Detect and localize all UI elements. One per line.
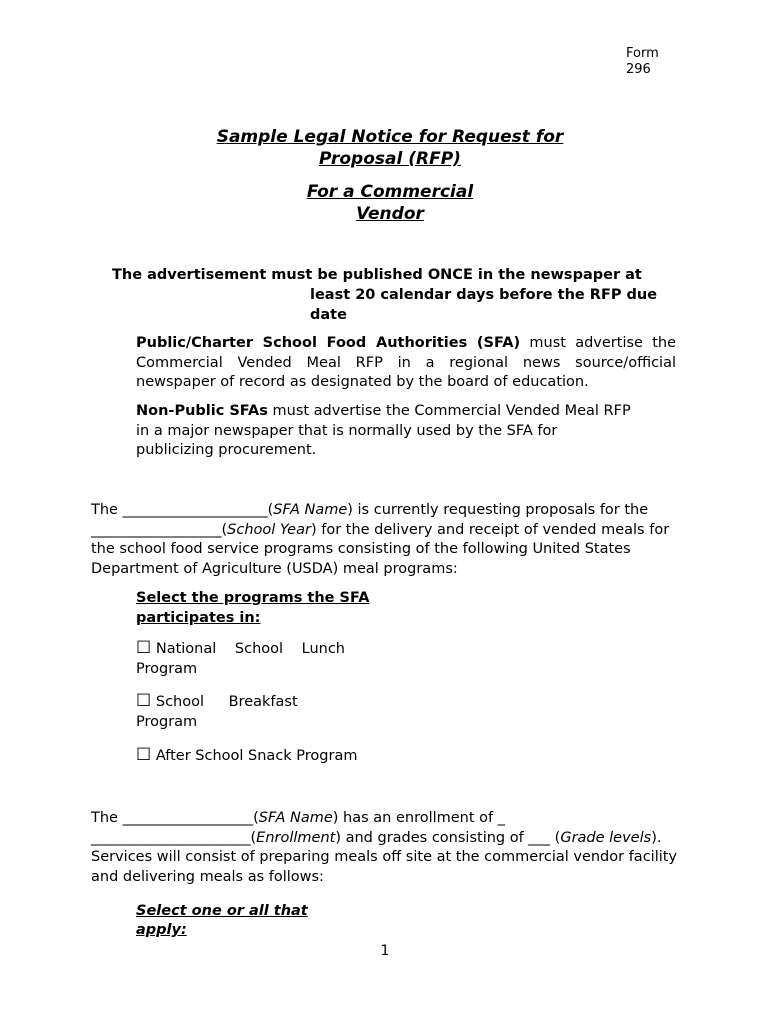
form-label: Form — [626, 46, 659, 61]
subtitle-line-1: For a Commercial — [306, 182, 474, 202]
intro-rest: ) for the delivery and receipt of vended meals for the school food service programs consisting of the following United States Department of Agriculture (USDA) meal programs: — [91, 521, 670, 577]
title-line-2: Proposal (RFP) — [319, 149, 461, 169]
program-option-snack[interactable] — [136, 745, 376, 766]
programs-heading: Select the programs the SFA participates in: — [136, 590, 370, 626]
nonpublic-sfa-text: must advertise the Commercial Vended Meal RFP in a major newspaper that is normally used by the SFA for publicizing procurement. — [136, 403, 631, 458]
enroll-rest: ). Services will consist of preparing meals off site at the commercial vendor facility and delivering meals as follows: — [91, 829, 678, 885]
nonpublic-sfa-paragraph — [136, 402, 636, 461]
sfa-intro-paragraph: The ____________________(SFA Name) is currently requesting proposals for the __________________(School Year) for the delivery and receipt of vended meals for the school food service programs consisting of the following United States Department of Agriculture (USDA) meal programs: — [91, 502, 670, 577]
advertisement-notice-line-2: least 20 calendar days before the RFP due date — [310, 287, 658, 323]
intro-mid: ) is currently requesting proposals for the — [347, 502, 649, 518]
enrollment-field-label: Enrollment — [256, 829, 336, 846]
enrollment-paragraph: The __________________(SFA Name) has an enrollment of _ ______________________(Enrollment) and grades consisting of ___ (Grade levels). Services will consist of preparing meals off site at the commercial vendor facility and delivering meals as follows: — [91, 810, 678, 885]
public-sfa-text: must advertise the Commercial Vended Meal RFP in a regional news source/official newspaper of record as designated by the board of education. — [136, 335, 677, 390]
sfa-name-field-label: SFA Name — [273, 502, 348, 518]
grade-levels-field-label: Grade levels — [560, 829, 652, 846]
advertisement-notice-line-1: The advertisement must be published ONCE in the newspaper at — [112, 267, 642, 283]
apply-heading: Select one or all that apply: — [136, 903, 308, 938]
subtitle-line-2: Vendor — [356, 204, 424, 224]
document-title — [160, 126, 620, 170]
form-number — [626, 46, 659, 78]
page-number: 1 — [380, 943, 390, 959]
school-year-field-label: School Year — [227, 521, 311, 538]
checkbox-icon[interactable]: ☐ — [136, 745, 152, 765]
enrollment-blank[interactable]: ______________________ — [91, 829, 251, 846]
program-option-lunch[interactable] — [136, 638, 376, 679]
program-option-label: After School Snack Program — [155, 748, 358, 764]
checkbox-icon[interactable]: ☐ — [136, 638, 152, 658]
enroll-mid-1: ) has an enrollment of _ — [332, 810, 506, 826]
form-number-value: 296 — [626, 62, 651, 77]
public-sfa-lead: Public/Charter School Food Authorities (SFA) — [136, 335, 521, 351]
public-sfa-paragraph — [136, 334, 676, 393]
program-option-label: National School Lunch Program — [136, 641, 346, 677]
program-option-label: School Breakfast Program — [136, 694, 298, 730]
title-line-1: Sample Legal Notice for Request for — [216, 127, 564, 147]
document-subtitle — [190, 181, 590, 225]
enroll-mid-2: ) and grades consisting of ___ ( — [335, 829, 561, 846]
sfa-name-blank[interactable]: __________________ — [122, 810, 254, 826]
sfa-name-blank[interactable]: ____________________ — [122, 502, 268, 518]
enroll-prefix: The — [91, 810, 123, 826]
program-option-breakfast[interactable] — [136, 691, 376, 732]
sfa-name-field-label: SFA Name — [258, 810, 333, 826]
checkbox-icon[interactable]: ☐ — [136, 691, 152, 711]
nonpublic-sfa-lead: Non-Public SFAs — [136, 403, 268, 419]
intro-prefix: The — [91, 502, 123, 518]
school-year-blank[interactable]: __________________ — [91, 521, 222, 538]
